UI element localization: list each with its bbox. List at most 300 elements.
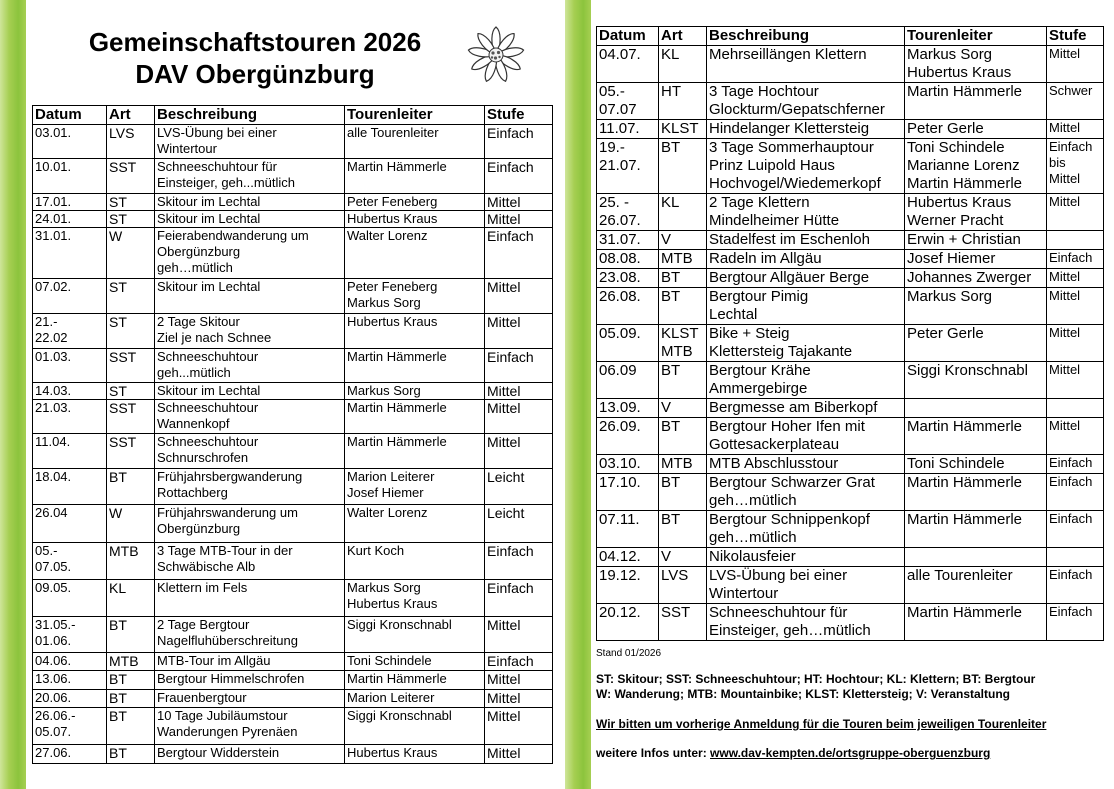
cell-datum [33, 653, 107, 671]
cell-art [659, 418, 707, 455]
cell-line: V [661, 548, 672, 565]
cell-line: BT [661, 139, 681, 156]
cell-datum [33, 159, 107, 194]
cell-beschreibung [155, 211, 345, 228]
cell-stufe [1047, 194, 1104, 231]
cell-tourenleiter [345, 617, 485, 653]
cell-stufe [1047, 325, 1104, 362]
cell-line: 3 Tage Hochtour [709, 83, 819, 100]
cell-line: Bergtour Krähe [709, 362, 811, 379]
cell-line: Mittel [1049, 325, 1081, 340]
cell-beschreibung [155, 543, 345, 580]
table-header-row [597, 27, 1104, 46]
cell-line: 2 Tage Bergtour [157, 617, 250, 632]
table-row [33, 543, 553, 580]
cell-tourenleiter [345, 505, 485, 543]
cell-line: 31.01. [35, 228, 72, 243]
cell-line: Einsteiger, geh...mütlich [157, 175, 296, 190]
cell-beschreibung [155, 228, 345, 279]
cell-line: Bergtour Allgäuer Berge [709, 269, 870, 286]
cell-line: 09.05. [35, 580, 72, 595]
cell-stufe [485, 314, 553, 349]
cell-line: Einfach [1049, 604, 1093, 619]
cell-line: Mittel [487, 708, 521, 724]
cell-art [659, 455, 707, 474]
cell-line: LVS-Übung bei einer [157, 125, 277, 140]
cell-line: LVS [661, 567, 689, 584]
table-row [33, 580, 553, 617]
edelweiss-icon [464, 23, 528, 87]
cell-datum [597, 120, 659, 139]
cell-art [107, 211, 155, 228]
table-row [597, 455, 1104, 474]
cell-line: 04.07. [599, 46, 641, 63]
cell-datum [597, 46, 659, 83]
cell-art [107, 671, 155, 690]
cell-line: Hubertus Kraus [347, 211, 438, 226]
cell-line: 13.09. [599, 399, 641, 416]
cell-art [659, 288, 707, 325]
table-row [597, 250, 1104, 269]
cell-line: Einfach [487, 228, 534, 244]
cell-stufe [485, 653, 553, 671]
cell-art [659, 604, 707, 641]
page-title: Gemeinschaftstouren 2026 [88, 27, 422, 57]
cell-tourenleiter [905, 455, 1047, 474]
cell-art [107, 653, 155, 671]
cell-datum [33, 125, 107, 159]
cell-stufe [1047, 139, 1104, 194]
cell-datum [597, 474, 659, 511]
cell-line: MTB [109, 543, 139, 559]
cell-tourenleiter [345, 314, 485, 349]
cell-art [107, 125, 155, 159]
cell-stufe [485, 279, 553, 314]
decorative-stripe-left [0, 0, 26, 789]
cell-line: Kurt Koch [347, 543, 405, 558]
cell-line: 04.12. [599, 548, 641, 565]
cell-datum [597, 511, 659, 548]
cell-beschreibung [707, 231, 905, 250]
cell-line: 17.10. [599, 474, 641, 491]
cell-line: Lechtal [709, 306, 758, 323]
cell-art [107, 580, 155, 617]
cell-line: Mittel [1049, 46, 1081, 61]
cell-line: Hochvogel/Wiedemerkopf [709, 175, 881, 192]
cell-line: 04.06. [35, 653, 72, 668]
info-link[interactable]: www.dav-kempten.de/ortsgruppe-oberguenzburg [710, 746, 991, 760]
cell-line: W [109, 228, 123, 244]
table-row [33, 653, 553, 671]
cell-tourenleiter [905, 548, 1047, 567]
cell-tourenleiter [905, 511, 1047, 548]
column-header-stufe: Stufe [1047, 27, 1104, 46]
cell-line: 23.08. [599, 269, 641, 286]
cell-line: Bergtour Hoher Ifen mit [709, 418, 865, 435]
cell-datum [33, 211, 107, 228]
cell-line: ST [109, 383, 127, 399]
cell-datum [33, 400, 107, 434]
cell-line: Hubertus Kraus [907, 194, 1012, 211]
cell-datum [597, 83, 659, 120]
cell-line: geh...mütlich [157, 365, 231, 380]
cell-line: Leicht [487, 469, 525, 485]
table-row [33, 383, 553, 400]
cell-stufe [1047, 231, 1104, 250]
cell-art [659, 511, 707, 548]
cell-line: Marion Leiterer [347, 469, 435, 484]
cell-line: Einfach [487, 349, 534, 365]
cell-art [107, 383, 155, 400]
cell-line: Bergmesse am Biberkopf [709, 399, 878, 416]
cell-beschreibung [707, 120, 905, 139]
cell-art [659, 139, 707, 194]
cell-stufe [1047, 567, 1104, 604]
cell-line: 11.04. [35, 434, 71, 449]
cell-line: Radeln im Allgäu [709, 250, 822, 267]
cell-datum [597, 231, 659, 250]
cell-line: Schneeschuhtour [157, 400, 259, 415]
cell-art [107, 228, 155, 279]
cell-line: Skitour im Lechtal [157, 211, 261, 226]
cell-line: SST [109, 400, 137, 416]
cell-beschreibung [155, 469, 345, 505]
cell-beschreibung [155, 671, 345, 690]
cell-line: Wintertour [709, 585, 779, 602]
cell-line: Mittel [1049, 194, 1081, 209]
cell-line: Schneeschuhtour [157, 349, 259, 364]
cell-beschreibung [155, 434, 345, 469]
cell-art [659, 231, 707, 250]
cell-art [659, 46, 707, 83]
cell-line: Bergtour Schwarzer Grat [709, 474, 875, 491]
cell-line: Obergünzburg [157, 521, 241, 536]
cell-datum [33, 228, 107, 279]
cell-line: 20.12. [599, 604, 641, 621]
cell-datum [33, 580, 107, 617]
cell-line: Feierabendwanderung um [157, 228, 309, 243]
cell-datum [33, 617, 107, 653]
cell-tourenleiter [905, 362, 1047, 399]
cell-line: ST [109, 211, 127, 227]
cell-line: 21.07. [599, 157, 641, 174]
cell-tourenleiter [905, 474, 1047, 511]
cell-stufe [485, 708, 553, 745]
cell-stufe [1047, 548, 1104, 567]
table-row [33, 671, 553, 690]
cell-line: Markus Sorg [347, 580, 421, 595]
cell-line: 08.08. [599, 250, 641, 267]
cell-line: Wannenkopf [157, 416, 230, 431]
cell-datum [33, 745, 107, 764]
cell-line: Einfach [1049, 474, 1093, 489]
cell-line: 19.- [599, 139, 625, 156]
cell-line: Peter Gerle [907, 120, 984, 137]
cell-datum [33, 469, 107, 505]
cell-line: Stadelfest im Eschenloh [709, 231, 870, 248]
cell-art [107, 434, 155, 469]
cell-tourenleiter [905, 139, 1047, 194]
cell-datum [597, 399, 659, 418]
cell-beschreibung [155, 349, 345, 383]
cell-line: Bergtour Pimig [709, 288, 809, 305]
cell-line: Martin Hämmerle [347, 434, 447, 449]
cell-datum [597, 139, 659, 194]
cell-line: geh…mütlich [709, 529, 797, 546]
cell-line: Martin Hämmerle [347, 400, 447, 415]
cell-beschreibung [707, 474, 905, 511]
cell-line: Mindelheimer Hütte [709, 212, 840, 229]
cell-line: Hubertus Kraus [347, 745, 438, 760]
cell-tourenleiter [905, 194, 1047, 231]
decorative-stripe-right [565, 0, 591, 789]
cell-line: 26.04 [35, 505, 68, 520]
cell-line: Erwin + Christian [907, 231, 1021, 248]
cell-line: Einfach [487, 543, 534, 559]
cell-line: KLST [661, 120, 699, 137]
cell-art [659, 325, 707, 362]
cell-line: Markus Sorg [347, 295, 421, 310]
cell-line: 21.- [35, 314, 58, 329]
table-row [597, 362, 1104, 399]
cell-beschreibung [707, 250, 905, 269]
cell-beschreibung [155, 505, 345, 543]
cell-beschreibung [155, 580, 345, 617]
cell-line: 17.01. [35, 194, 72, 209]
table-row [597, 83, 1104, 120]
cell-line: geh…mütlich [157, 260, 233, 275]
cell-art [107, 617, 155, 653]
cell-line: Peter Feneberg [347, 279, 438, 294]
cell-line: Mittel [487, 279, 521, 295]
cell-stufe [1047, 46, 1104, 83]
cell-art [107, 314, 155, 349]
table-row [597, 474, 1104, 511]
table-row [597, 269, 1104, 288]
cell-beschreibung [707, 325, 905, 362]
legend-line-2: W: Wanderung; MTB: Mountainbike; KLST: Klettersteig; V: Veranstaltung [596, 687, 1011, 701]
cell-line: 27.06. [35, 745, 72, 760]
cell-line: Martin Hämmerle [907, 175, 1023, 192]
cell-line: Skitour im Lechtal [157, 279, 261, 294]
table-row [597, 604, 1104, 641]
cell-tourenleiter [345, 745, 485, 764]
cell-line: Schwäbische Alb [157, 559, 256, 574]
table-row [33, 125, 553, 159]
cell-line: Mittel [1049, 120, 1081, 135]
cell-line: Siggi Kronschnabl [347, 708, 452, 723]
cell-art [659, 120, 707, 139]
cell-line: 06.09 [599, 362, 637, 379]
cell-art [659, 548, 707, 567]
cell-line: Wintertour [157, 141, 217, 156]
cell-line: Walter Lorenz [347, 228, 428, 243]
cell-line: 24.01. [35, 211, 72, 226]
cell-tourenleiter [905, 250, 1047, 269]
cell-line: V [661, 231, 672, 248]
cell-line: BT [661, 511, 681, 528]
cell-line: Siggi Kronschnabl [347, 617, 452, 632]
cell-line: Markus Sorg [347, 383, 421, 398]
cell-stufe [485, 543, 553, 580]
cell-line: Einsteiger, geh…mütlich [709, 622, 871, 639]
table-row [597, 139, 1104, 194]
cell-line: 01.06. [35, 633, 72, 648]
cell-line: Rottachberg [157, 485, 228, 500]
cell-line: Mittel [1049, 362, 1081, 377]
cell-beschreibung [155, 745, 345, 764]
cell-line: 22.02 [35, 330, 68, 345]
table-row [33, 349, 553, 383]
cell-datum [33, 314, 107, 349]
cell-line: 01.03. [35, 349, 72, 364]
cell-datum [597, 362, 659, 399]
cell-stufe [1047, 250, 1104, 269]
cell-line: alle Tourenleiter [907, 567, 1013, 584]
cell-art [107, 745, 155, 764]
cell-line: 07.11. [599, 511, 640, 528]
cell-stufe [1047, 269, 1104, 288]
table-row [597, 418, 1104, 455]
cell-stufe [485, 469, 553, 505]
table-row [597, 46, 1104, 83]
cell-tourenleiter [345, 159, 485, 194]
cell-line: Einfach [487, 159, 534, 175]
cell-line: Bike + Steig [709, 325, 790, 342]
table-row [597, 399, 1104, 418]
cell-line: BT [109, 690, 127, 706]
column-header-art: Art [659, 27, 707, 46]
cell-tourenleiter [345, 434, 485, 469]
cell-line: BT [661, 269, 681, 286]
cell-art [107, 279, 155, 314]
cell-line: Klettersteig Tajakante [709, 343, 853, 360]
table-row [33, 690, 553, 708]
cell-line: MTB [661, 455, 693, 472]
table-row [33, 159, 553, 194]
cell-datum [33, 505, 107, 543]
cell-line: Bergtour Schnippenkopf [709, 511, 870, 528]
cell-datum [33, 383, 107, 400]
cell-beschreibung [707, 362, 905, 399]
cell-beschreibung [707, 288, 905, 325]
cell-tourenleiter [345, 653, 485, 671]
cell-line: Hubertus Kraus [347, 314, 438, 329]
cell-line: Schneeschuhtour für [709, 604, 848, 621]
cell-line: SST [109, 349, 137, 365]
cell-datum [597, 418, 659, 455]
cell-datum [33, 671, 107, 690]
table-row [597, 325, 1104, 362]
cell-line: MTB [109, 653, 139, 669]
cell-line: 05.07. [35, 724, 72, 739]
cell-art [107, 349, 155, 383]
table-row [33, 194, 553, 211]
cell-line: Mittel [487, 211, 521, 227]
cell-stufe [1047, 511, 1104, 548]
cell-datum [597, 288, 659, 325]
cell-stufe [485, 349, 553, 383]
cell-beschreibung [155, 383, 345, 400]
cell-line: Schneeschuhtour [157, 434, 259, 449]
cell-line: Schwer [1049, 83, 1093, 98]
cell-line: Schnurschrofen [157, 450, 249, 465]
cell-tourenleiter [905, 269, 1047, 288]
cell-line: Einfach [487, 580, 534, 596]
cell-tourenleiter [905, 231, 1047, 250]
cell-line: Bergtour Widderstein [157, 745, 280, 760]
cell-beschreibung [155, 194, 345, 211]
cell-line: Peter Feneberg [347, 194, 438, 209]
cell-line: BT [109, 671, 127, 687]
cell-beschreibung [707, 418, 905, 455]
cell-line: Siggi Kronschnabl [907, 362, 1028, 379]
table-row [33, 211, 553, 228]
cell-line: Martin Hämmerle [907, 511, 1023, 528]
cell-datum [597, 325, 659, 362]
cell-line: bis [1049, 155, 1066, 170]
cell-line: 26.06.- [35, 708, 76, 723]
cell-art [659, 194, 707, 231]
cell-line: 11.07. [599, 120, 640, 137]
cell-line: Hubertus Kraus [907, 64, 1012, 81]
cell-line: 19.12. [599, 567, 641, 584]
cell-stufe [485, 690, 553, 708]
cell-line: Ziel je nach Schnee [157, 330, 272, 345]
cell-datum [597, 269, 659, 288]
cell-line: Mittel [487, 690, 521, 706]
cell-line: 26.09. [599, 418, 641, 435]
column-header-tourenleiter: Tourenleiter [905, 27, 1047, 46]
table-row [597, 288, 1104, 325]
cell-line: 07.02. [35, 279, 72, 294]
cell-line: Josef Hiemer [347, 485, 424, 500]
table-row [33, 279, 553, 314]
cell-line: BT [109, 617, 127, 633]
table-row [597, 548, 1104, 567]
cell-line: 03.01. [35, 125, 72, 140]
cell-line: 25. - [599, 194, 630, 211]
cell-line: BT [109, 469, 127, 485]
cell-line: Martin Hämmerle [347, 159, 447, 174]
cell-line: Mittel [1049, 418, 1081, 433]
cell-line: Martin Hämmerle [907, 418, 1023, 435]
cell-datum [597, 548, 659, 567]
cell-line: W [109, 505, 123, 521]
cell-line: 21.03. [35, 400, 72, 415]
cell-datum [33, 690, 107, 708]
cell-stufe [485, 194, 553, 211]
table-row [33, 745, 553, 764]
cell-datum [33, 543, 107, 580]
table-row [597, 120, 1104, 139]
cell-line: Mittel [1049, 171, 1081, 186]
cell-line: BT [109, 708, 127, 724]
page-subtitle: DAV Obergünzburg [135, 59, 375, 89]
cell-line: ST [109, 279, 127, 295]
cell-tourenleiter [905, 288, 1047, 325]
cell-art [107, 543, 155, 580]
cell-line: Werner Pracht [907, 212, 1004, 229]
cell-tourenleiter [345, 690, 485, 708]
cell-line: MTB Abschlusstour [709, 455, 839, 472]
cell-beschreibung [707, 139, 905, 194]
cell-line: SST [109, 434, 137, 450]
cell-datum [33, 194, 107, 211]
cell-line: Peter Gerle [907, 325, 984, 342]
column-header-tourenleiter: Tourenleiter [345, 106, 485, 125]
cell-line: Marianne Lorenz [907, 157, 1020, 174]
